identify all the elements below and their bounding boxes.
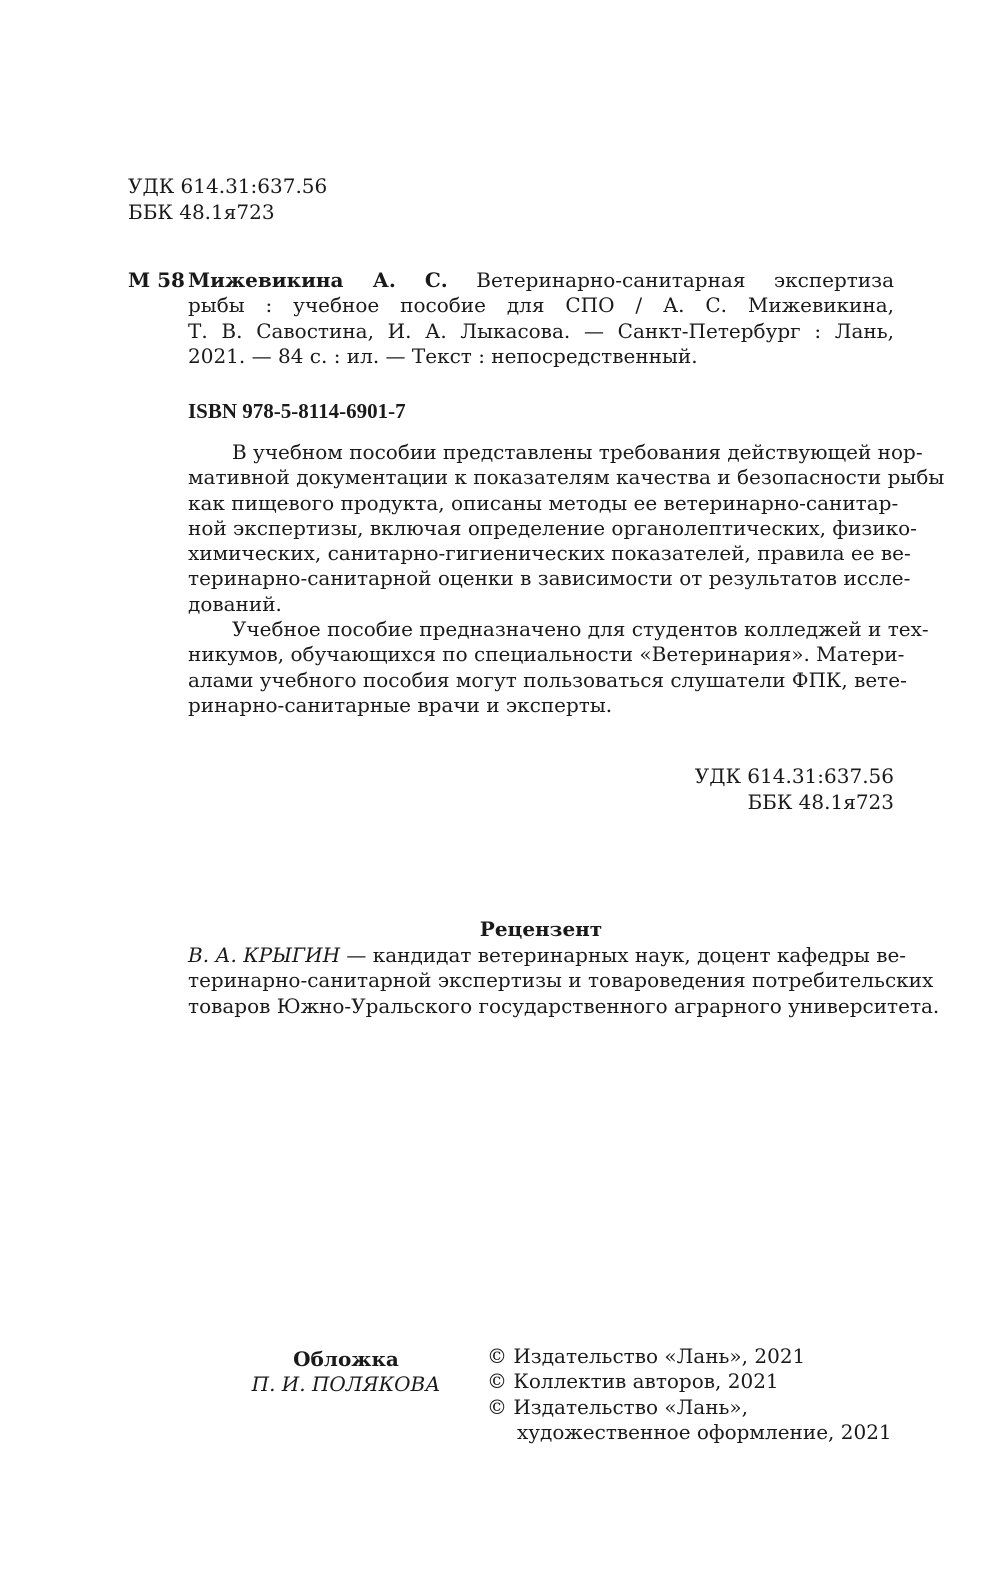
copyright-line: © Коллектив авторов, 2021 (487, 1369, 779, 1394)
top-bbk: ББК 48.1я723 (128, 200, 275, 224)
bib-line-1 (188, 268, 894, 293)
abstract-paragraph-1 (188, 440, 945, 617)
abstract-line: дований. (188, 591, 282, 616)
copyright-line: художественное оформление, 2021 (517, 1419, 892, 1444)
bib-line-4: 2021. — 84 с. : ил. — Текст : непосредственный. (188, 343, 698, 368)
bibliographic-description (188, 268, 894, 369)
cover-heading: Обложка (293, 1347, 399, 1371)
copyright-block (487, 1344, 907, 1445)
cover-designer: П. И. ПОЛЯКОВА (251, 1372, 441, 1396)
abstract-line: никумов, обучающихся по специальности «Ветеринария». Матери- (188, 642, 905, 667)
copyright-line: © Издательство «Лань», (487, 1394, 749, 1419)
abstract-line: алами учебного пособия могут пользоваться слушатели ФПК, вете- (188, 667, 907, 692)
isbn: ISBN 978-5-8114-6901-7 (188, 399, 406, 423)
reviewer-line-1 (188, 943, 907, 968)
abstract-line: Учебное пособие предназначено для студентов колледжей и тех- (232, 617, 929, 641)
abstract-line: мативной документации к показателям качества и безопасности рыбы (188, 465, 945, 490)
abstract-line: химических, санитарно-гигиенических показателей, правила ее ве- (188, 541, 911, 566)
abstract-line: теринарно-санитарной оценки в зависимости от результатов иссле- (188, 566, 911, 591)
top-udk: УДК 614.31:637.56 (128, 174, 328, 198)
bib-line-3: Т. В. Савостина, И. А. Лыкасова. — Санкт-Петербург : Лань, (188, 318, 894, 343)
author-name: Мижевикина А. С. (188, 268, 448, 292)
reviewer-desc: — кандидат ветеринарных наук, доцент кафедры ве- (340, 943, 907, 967)
reviewer-line-2: теринарно-санитарной экспертизы и товароведения потребительских (188, 968, 934, 993)
reviewer-text (188, 943, 940, 1019)
bottom-udk: УДК 614.31:637.56 (694, 764, 894, 788)
copyright-line: © Издательство «Лань», 2021 (487, 1344, 806, 1368)
reviewer-name: В. А. КРЫГИН (188, 943, 341, 967)
reviewer-line-3: товаров Южно-Уральского государственного аграрного университета. (188, 993, 940, 1018)
catalog-mark: М 58 (128, 268, 185, 292)
abstract-paragraph-2 (188, 617, 929, 718)
abstract-line: ринарно-санитарные врачи и эксперты. (188, 692, 613, 717)
bib-line-2: рыбы : учебное пособие для СПО / А. С. Мижевикина, (188, 293, 894, 318)
reviewer-heading: Рецензент (479, 917, 603, 941)
abstract-line: ной экспертизы, включая определение органолептических, физико- (188, 515, 917, 540)
abstract-line: В учебном пособии представлены требования действующей нор- (232, 440, 923, 464)
bib-title: Ветеринарно-санитарная экспертиза (476, 268, 895, 292)
bottom-bbk: ББК 48.1я723 (747, 790, 894, 814)
abstract-line: как пищевого продукта, описаны методы ее ветеринарно-санитар- (188, 490, 899, 515)
